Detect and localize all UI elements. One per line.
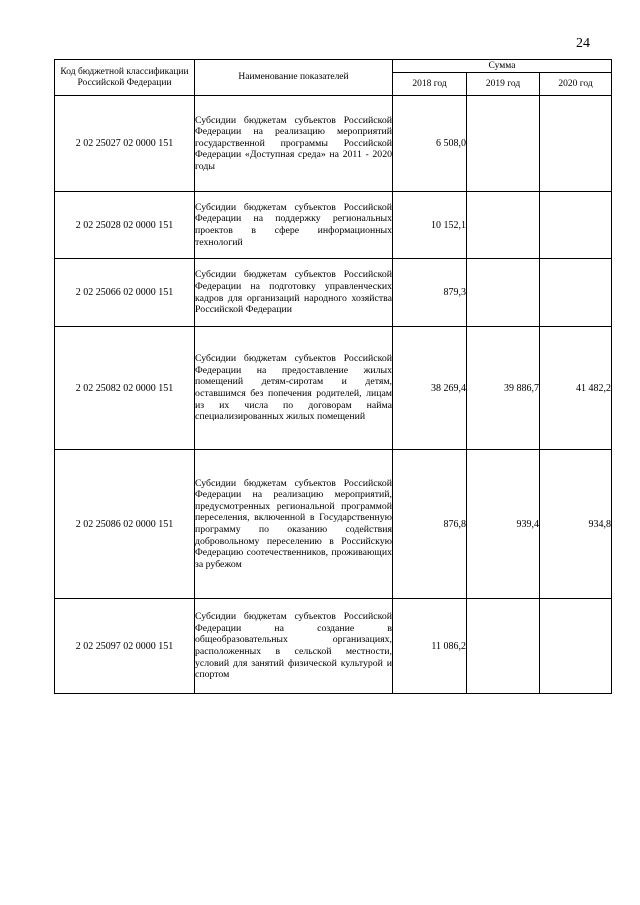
value-2018: 879,3: [393, 259, 467, 327]
page-number: 24: [576, 36, 590, 51]
budget-code: 2 02 25027 02 0000 151: [55, 96, 195, 192]
table-row: [55, 96, 612, 192]
indicator-name: Субсидии бюджетам субъектов Российской Федерации на реализацию мероприятий, предусмотренных региональной программой переселения, включенной в Государственную программу по оказанию содействия добровольному переселению в Российскую Федерацию соотечественников, проживающих за рубежом: [195, 450, 393, 599]
header-name: Наименование показателей: [195, 60, 393, 96]
indicator-name: Субсидии бюджетам субъектов Российской Федерации на создание в общеобразовательных организациях, расположенных в сельской местности, условий для занятий физической культурой и спортом: [195, 599, 393, 694]
budget-code: 2 02 25066 02 0000 151: [55, 259, 195, 327]
header-year-2019: 2019 год: [467, 73, 540, 96]
header-code: Код бюджетной классификации Российской Федерации: [55, 60, 195, 96]
value-2019: 939,4: [467, 450, 540, 599]
header-row: [55, 60, 612, 73]
value-2020: 41 482,2: [540, 327, 612, 450]
value-2020: [540, 259, 612, 327]
budget-code: 2 02 25086 02 0000 151: [55, 450, 195, 599]
header-year-2018: 2018 год: [393, 73, 467, 96]
value-2018: 11 086,2: [393, 599, 467, 694]
header-sum: Сумма: [393, 60, 612, 73]
value-2020: [540, 599, 612, 694]
table-row: [55, 450, 612, 599]
indicator-name: Субсидии бюджетам субъектов Российской Федерации на поддержку региональных проектов в сфере информационных технологий: [195, 192, 393, 259]
table-row: [55, 327, 612, 450]
budget-code: 2 02 25097 02 0000 151: [55, 599, 195, 694]
indicator-name: Субсидии бюджетам субъектов Российской Федерации на подготовку управленческих кадров для организаций народного хозяйства Российской Федерации: [195, 259, 393, 327]
value-2020: [540, 192, 612, 259]
value-2018: 38 269,4: [393, 327, 467, 450]
value-2019: 39 886,7: [467, 327, 540, 450]
table-row: [55, 259, 612, 327]
value-2020: [540, 96, 612, 192]
budget-code: 2 02 25082 02 0000 151: [55, 327, 195, 450]
header-year-2020: 2020 год: [540, 73, 612, 96]
table-row: [55, 599, 612, 694]
value-2018: 10 152,1: [393, 192, 467, 259]
value-2019: [467, 192, 540, 259]
indicator-name: Субсидии бюджетам субъектов Российской Федерации на реализацию мероприятий государственной программы Российской Федерации «Доступная среда» на 2011 - 2020 годы: [195, 96, 393, 192]
budget-table: [54, 59, 612, 694]
value-2018: 876,8: [393, 450, 467, 599]
indicator-name: Субсидии бюджетам субъектов Российской Федерации на предоставление жилых помещений детям-сиротам и детям, оставшимся без попечения родителей, лицам из их числа по договорам найма специализированных жилых помещений: [195, 327, 393, 450]
value-2019: [467, 96, 540, 192]
table-row: [55, 192, 612, 259]
value-2018: 6 508,0: [393, 96, 467, 192]
budget-code: 2 02 25028 02 0000 151: [55, 192, 195, 259]
value-2019: [467, 259, 540, 327]
value-2019: [467, 599, 540, 694]
value-2020: 934,8: [540, 450, 612, 599]
